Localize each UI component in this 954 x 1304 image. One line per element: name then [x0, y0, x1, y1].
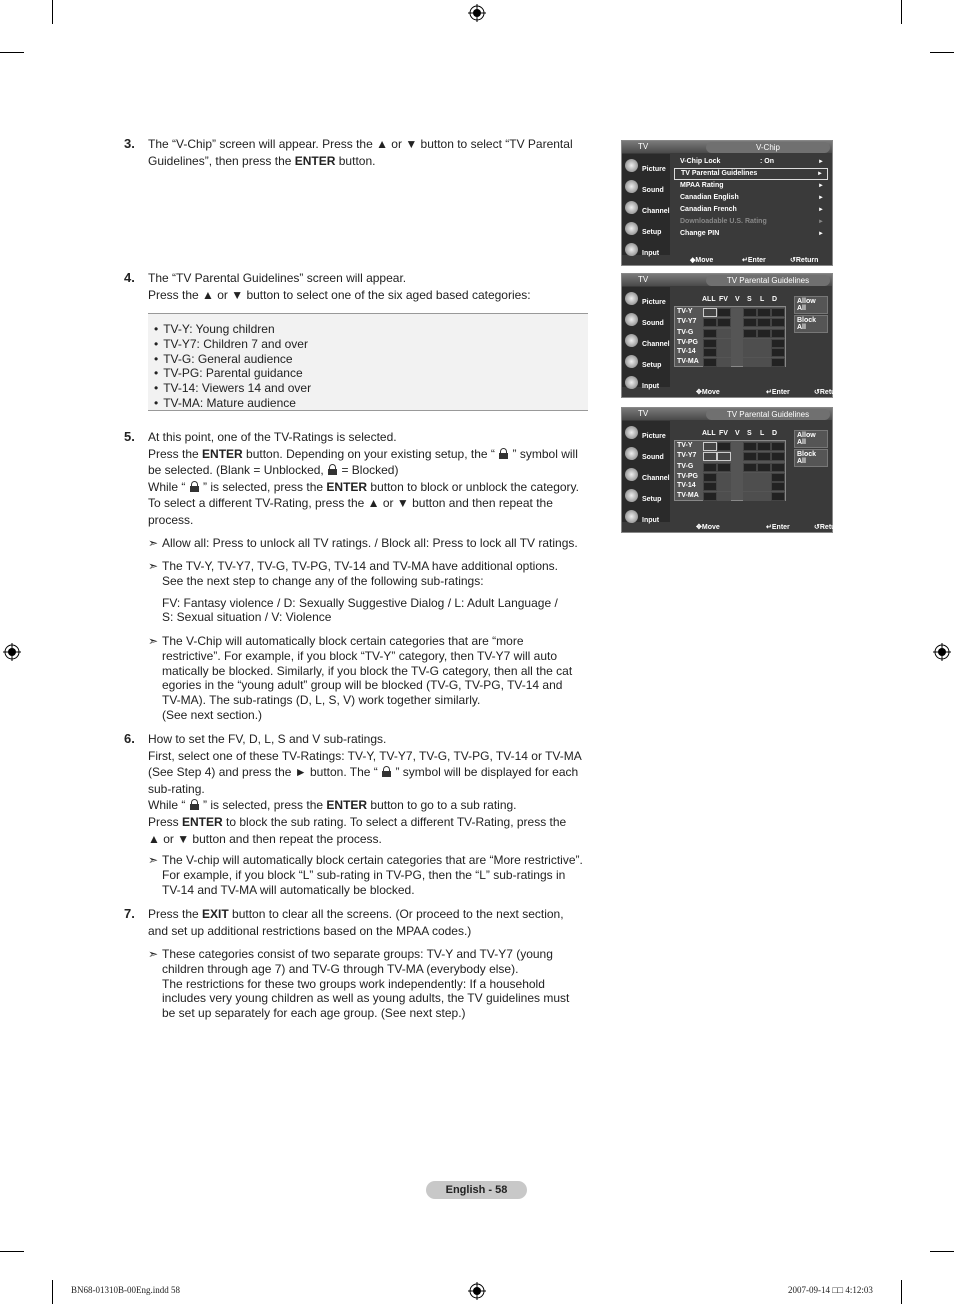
list-item: • TV-Y7: Children 7 and over [154, 337, 588, 352]
sidebar-item-sound[interactable]: Sound [622, 311, 670, 331]
registration-mark-icon [933, 643, 951, 661]
step-text: At this point, one of the TV-Ratings is selected. [148, 430, 397, 444]
note-arrow-icon: ➣ [148, 853, 159, 867]
registration-mark-icon [468, 1282, 486, 1300]
sidebar-item-input[interactable]: Input [622, 241, 670, 261]
picture-icon [625, 426, 638, 439]
screen-title: TV Parental Guidelines [706, 275, 830, 286]
osd-sidebar [622, 421, 670, 522]
sidebar-item-channel[interactable]: Channel [622, 332, 670, 352]
picture-icon [625, 292, 638, 305]
channel-icon [625, 334, 638, 347]
step-text: Guidelines”, then press the ENTER button. [148, 153, 376, 168]
table-row[interactable]: TV-G [675, 328, 785, 338]
menu-item-vchip-lock[interactable]: V-Chip Lock : On ► [680, 158, 824, 165]
menu-item-canadian-english[interactable]: Canadian English ► [680, 194, 824, 201]
tv-label: TV [638, 275, 649, 284]
lock-icon [328, 464, 337, 475]
print-footer-left: BN68-01310B-00Eng.indd 58 [71, 1285, 180, 1295]
step-text: Press the EXIT button to clear all the screens. (Or proceed to the next section, [148, 907, 564, 921]
note [148, 634, 588, 723]
table-row[interactable]: TV-Y7 [675, 317, 785, 327]
grid-body [674, 440, 786, 501]
sidebar-item-input[interactable]: Input [622, 508, 670, 528]
step-number: 4. [124, 270, 135, 285]
osd-footer: ✥ Move ↵ Enter ↺ Return [696, 389, 843, 396]
step-text: ▲ or ▼ button and then repeat the process. [148, 831, 382, 846]
table-row[interactable]: TV-MA [675, 357, 785, 367]
allow-all-button[interactable]: Allow All [794, 430, 828, 448]
step-text: To select a different TV-Rating, press the ▲ or ▼ button and then repeat the [148, 496, 553, 511]
step-text: While “ ” is selected, press the ENTER button to block or unblock the category. [148, 479, 579, 494]
note-text: These categories consist of two separate groups: TV-Y and TV-Y7 (young children through age 7) and TV-G through TV-MA (everybody else). The restrictions for these two groups work independently: If a household includes very young children as well as young adults, the TV guidelines must be set up separately for each age group. (See next step.) [162, 947, 570, 1021]
step-6 [124, 731, 588, 847]
note [148, 536, 588, 551]
menu-item-downloadable-rating: Downloadable U.S. Rating ► [680, 218, 824, 225]
input-icon [625, 376, 638, 389]
note [148, 947, 588, 1021]
allow-all-button[interactable]: Allow All [794, 296, 828, 314]
menu-item-tv-parental-guidelines[interactable]: TV Parental Guidelines ► [674, 168, 828, 180]
osd-footer: ◆ Move ↵ Enter ↺ Return [690, 257, 819, 264]
step-text: be selected. (Blank = Unblocked, = Blocked) [148, 463, 399, 478]
channel-icon [625, 201, 638, 214]
sidebar-item-channel[interactable]: Channel [622, 199, 670, 219]
step-text: How to set the FV, D, L, S and V sub-ratings. [148, 732, 387, 746]
step-7 [124, 906, 588, 939]
step-text: (See Step 4) and press the ► button. The “ ” symbol will be displayed for each [148, 765, 579, 780]
table-row[interactable]: TV-G [675, 462, 785, 472]
tv-label: TV [638, 409, 649, 418]
sound-icon [625, 180, 638, 193]
registration-mark-icon [3, 643, 21, 661]
note [148, 559, 588, 625]
sidebar-item-input[interactable]: Input [622, 374, 670, 394]
note-text: The V-chip will automatically block certain categories that are “More restrictive”. For example, if you block “L” sub-rating in TV-PG, then the “L” sub-ratings in TV-14 and TV-MA will automatically be blocked. [162, 853, 583, 897]
setup-icon [625, 355, 638, 368]
note-text: Allow all: Press to unlock all TV ratings. / Block all: Press to lock all TV ratings. [162, 536, 578, 550]
step-number: 7. [124, 906, 135, 921]
sidebar-item-sound[interactable]: Sound [622, 178, 670, 198]
vchip-menu [674, 156, 828, 240]
sidebar-item-picture[interactable]: Picture [622, 157, 670, 177]
setup-icon [625, 222, 638, 235]
allow-block-buttons [794, 430, 828, 468]
step-text: The “TV Parental Guidelines” screen will appear. [148, 271, 407, 285]
tv-label: TV [638, 142, 649, 151]
page-number-badge: English - 58 [426, 1181, 527, 1199]
channel-icon [625, 468, 638, 481]
step-text: The “V-Chip” screen will appear. Press the ▲ or ▼ button to select “TV Parental [148, 137, 573, 151]
rating-grid [674, 430, 784, 499]
list-item: • TV-Y: Young children [154, 322, 588, 337]
grid-body [674, 306, 786, 367]
screen-title: TV Parental Guidelines [706, 409, 830, 420]
lock-icon [382, 766, 391, 777]
step-3 [124, 136, 588, 169]
sound-icon [625, 447, 638, 460]
table-row[interactable]: TV-14 [675, 481, 785, 491]
sidebar-item-channel[interactable]: Channel [622, 466, 670, 486]
allow-block-buttons [794, 296, 828, 334]
input-icon [625, 243, 638, 256]
category-list-box [148, 313, 588, 411]
sidebar-item-setup[interactable]: Setup [622, 487, 670, 507]
table-row[interactable]: TV-MA [675, 491, 785, 501]
osd-footer: ✥ Move ↵ Enter ↺ Return [696, 524, 843, 531]
step-text: sub-rating. [148, 781, 205, 796]
table-row[interactable]: TV-PG [675, 472, 785, 482]
sidebar-item-sound[interactable]: Sound [622, 445, 670, 465]
list-item: • TV-G: General audience [154, 352, 588, 367]
note [148, 853, 588, 897]
registration-mark-icon [468, 4, 486, 22]
block-all-button[interactable]: Block All [794, 449, 828, 467]
note-arrow-icon: ➣ [148, 559, 159, 573]
input-icon [625, 510, 638, 523]
print-footer-right: 2007-09-14 □□ 4:12:03 [788, 1285, 873, 1295]
step-text: Press the ENTER button. Depending on your existing setup, the “ ” symbol will [148, 446, 578, 461]
menu-item-canadian-french[interactable]: Canadian French ► [680, 206, 824, 213]
grid-header: ALL FV V S L D [702, 296, 778, 303]
note-arrow-icon: ➣ [148, 536, 159, 550]
guidelines-screen-2 [621, 407, 843, 533]
osd-sidebar [622, 154, 670, 255]
list-item: • TV-14: Viewers 14 and over [154, 381, 588, 396]
lock-icon [190, 481, 199, 492]
step-number: 5. [124, 429, 135, 444]
picture-icon [625, 159, 638, 172]
rating-grid [674, 296, 784, 365]
step-5 [124, 429, 588, 529]
note-arrow-icon: ➣ [148, 634, 159, 648]
sidebar-item-setup[interactable]: Setup [622, 220, 670, 240]
lock-icon [190, 799, 199, 810]
step-text: While “ ” is selected, press the ENTER button to go to a sub rating. [148, 798, 517, 813]
screen-title: V-Chip [706, 142, 830, 153]
grid-header: ALL FV V S L D [702, 430, 778, 437]
sidebar-item-setup[interactable]: Setup [622, 353, 670, 373]
table-row[interactable]: TV-Y [675, 441, 785, 451]
table-row[interactable]: TV-PG [675, 338, 785, 348]
step-4 [124, 270, 588, 303]
sound-icon [625, 313, 638, 326]
sidebar-item-picture[interactable]: Picture [622, 290, 670, 310]
step-text: process. [148, 512, 194, 527]
step-text: First, select one of these TV-Ratings: TV-Y, TV-Y7, TV-G, TV-PG, TV-14 or TV-MA [148, 748, 582, 763]
step-number: 6. [124, 731, 135, 746]
step-text: Press the ▲ or ▼ button to select one of the six aged based categories: [148, 287, 531, 302]
note-text: The TV-Y, TV-Y7, TV-G, TV-PG, TV-14 and TV-MA have additional options. See the next step to change any of the following sub-ratings: FV: Fantasy violence / D: Sexually Suggestive Dialog / L: Adult Language / S: Sexual situation / V: Violence [162, 559, 558, 625]
note-text: The V-Chip will automatically block certain categories that are “more restrictive”. For example, if you block “TV-Y” category, then TV-Y7 will auto matically be blocked. Similarly, if you block the TV-G category, then all the cat egories in the “young adult” group will be blocked (TV-G, TV-PG, TV-14 and TV-MA). The sub-ratings (D, L, S, V) work together similarly. (See next section.) [162, 634, 573, 722]
step-text: and set up additional restrictions based on the MPAA codes.) [148, 923, 472, 938]
list-item: • TV-PG: Parental guidance [154, 366, 588, 381]
step-text: Press ENTER to block the sub rating. To select a different TV-Rating, press the [148, 814, 567, 829]
menu-item-change-pin[interactable]: Change PIN ► [680, 230, 824, 237]
table-row[interactable]: TV-Y [675, 307, 785, 317]
guidelines-screen-1 [621, 273, 843, 398]
table-row[interactable]: TV-Y7 [675, 451, 785, 461]
osd-sidebar [622, 287, 670, 390]
list-item: • TV-MA: Mature audience [154, 396, 588, 411]
sidebar-item-picture[interactable]: Picture [622, 424, 670, 444]
block-all-button[interactable]: Block All [794, 315, 828, 333]
vchip-screen [621, 140, 833, 266]
menu-item-mpaa-rating[interactable]: MPAA Rating ► [680, 182, 824, 189]
step-number: 3. [124, 136, 135, 151]
table-row[interactable]: TV-14 [675, 347, 785, 357]
lock-icon [499, 448, 508, 459]
setup-icon [625, 489, 638, 502]
note-arrow-icon: ➣ [148, 947, 159, 961]
